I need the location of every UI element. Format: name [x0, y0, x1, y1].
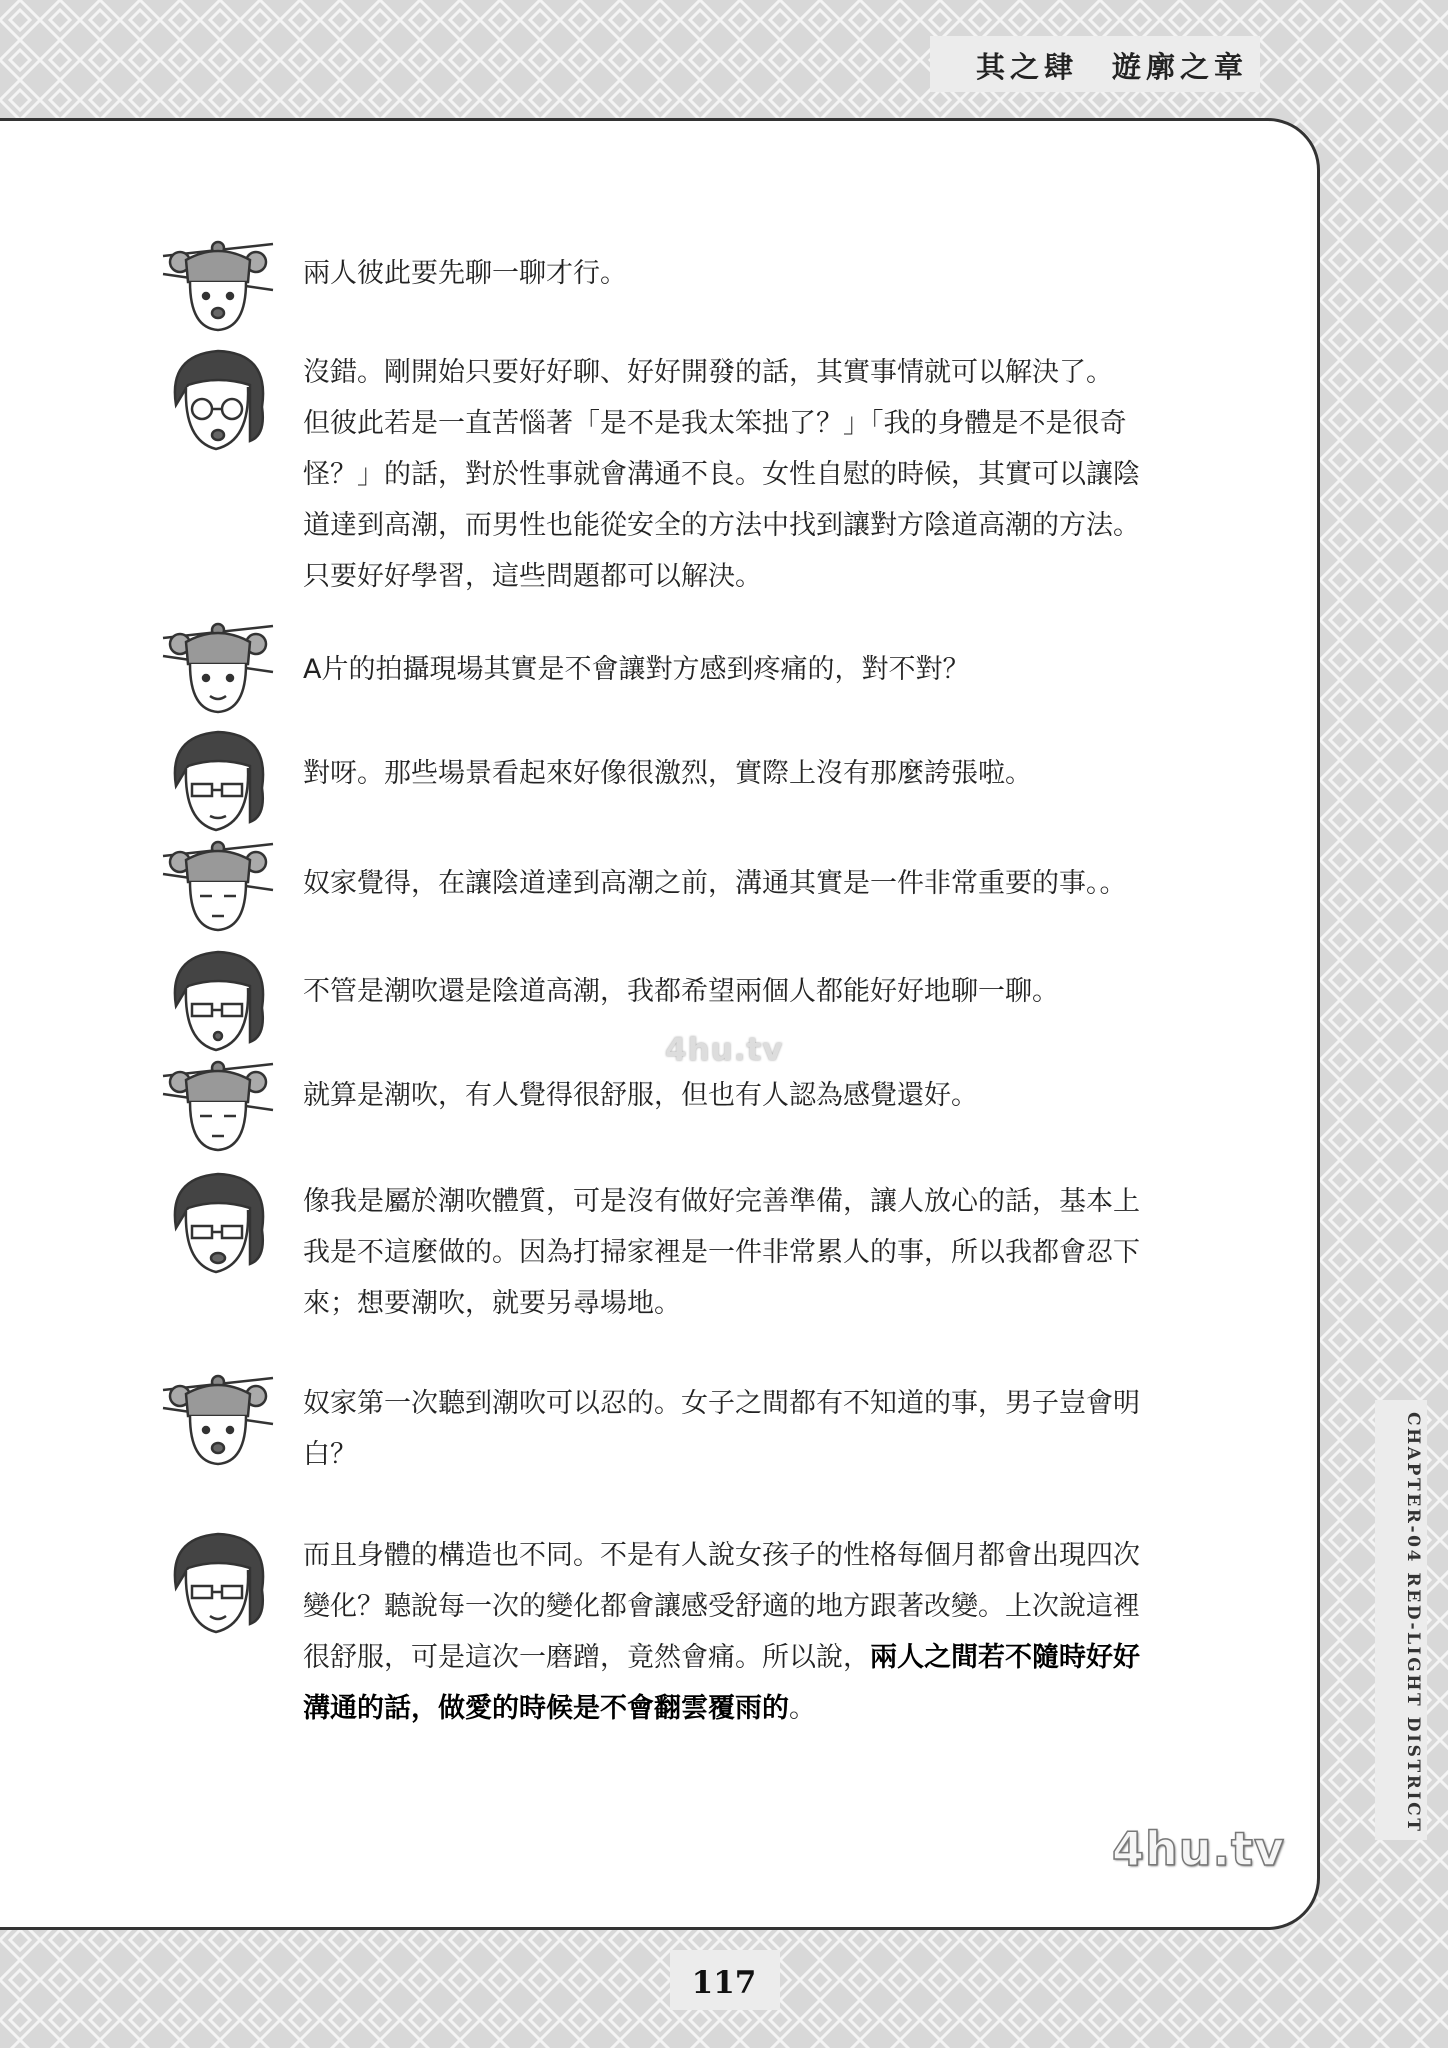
dialogue-text: [303, 347, 1403, 602]
text-line: 只要好好學習，這些問題都可以解決。: [303, 561, 762, 592]
woman-with-glasses-avatar-icon: [158, 726, 278, 836]
text-line: 怪？」的話，對於性事就會溝通不良。女性自慰的時候，其實可以讓陰: [303, 459, 1140, 490]
dialogue-text: [303, 1378, 1403, 1480]
dialogue-text: [303, 966, 1403, 1017]
text-line: A片的拍攝現場其實是不會讓對方感到疼痛的，對不對？: [303, 654, 970, 685]
emphasis-text: 兩人之間若不隨時好好: [870, 1642, 1140, 1673]
text-line: 而且身體的構造也不同。不是有人說女孩子的性格每個月都會出現四次: [303, 1540, 1140, 1571]
dialogue-text: [303, 748, 1403, 799]
woman-with-glasses-avatar-icon: [158, 345, 278, 455]
text-line: 就算是潮吹，有人覺得很舒服，但也有人認為感覺還好。: [303, 1080, 978, 1111]
text-line: 白？: [303, 1439, 357, 1470]
woman-with-glasses-avatar-icon: [158, 946, 278, 1056]
dialogue-text: [303, 1070, 1403, 1121]
dialogue-text: [303, 248, 1403, 299]
text-line: 來；想要潮吹，就要另尋場地。: [303, 1288, 681, 1319]
text-segment: 。: [789, 1693, 816, 1724]
courtesan-avatar-icon: [158, 238, 278, 338]
text-line: 對呀。那些場景看起來好像很激烈，實際上沒有那麼誇張啦。: [303, 758, 1032, 789]
text-line: 奴家覺得，在讓陰道達到高潮之前，溝通其實是一件非常重要的事。。: [303, 868, 1127, 899]
text-segment: 很舒服，可是這次一磨蹭，竟然會痛。所以說，: [303, 1642, 870, 1673]
text-line: 像我是屬於潮吹體質，可是沒有做好完善準備，讓人放心的話，基本上: [303, 1186, 1140, 1217]
emphasis-text: 溝通的話，做愛的時候是不會翻雲覆雨的: [303, 1693, 789, 1724]
text-line: 變化？聽說每一次的變化都會讓感受舒適的地方跟著改變。上次說這裡: [303, 1591, 1140, 1622]
text-line: [303, 1632, 1403, 1683]
dialogue-text: [303, 858, 1403, 909]
text-line: 我是不這麼做的。因為打掃家裡是一件非常累人的事，所以我都會忍下: [303, 1237, 1140, 1268]
woman-with-glasses-avatar-icon: [158, 1528, 278, 1638]
page-number: 117: [691, 1965, 757, 2001]
text-line: 不管是潮吹還是陰道高潮，我都希望兩個人都能好好地聊一聊。: [303, 976, 1059, 1007]
text-line: 奴家第一次聽到潮吹可以忍的。女子之間都有不知道的事，男子豈會明: [303, 1388, 1140, 1419]
text-line: 道達到高潮，而男性也能從安全的方法中找到讓對方陰道高潮的方法。: [303, 510, 1140, 541]
woman-with-glasses-avatar-icon: [158, 1168, 278, 1278]
text-line: 但彼此若是一直苦惱著「是不是我太笨拙了？」「我的身體是不是很奇: [303, 408, 1127, 439]
courtesan-avatar-icon: [158, 1372, 278, 1472]
watermark: 4hu.tv: [665, 1032, 784, 1068]
dialogue-text: [303, 1530, 1403, 1734]
courtesan-avatar-icon: [158, 1058, 278, 1158]
courtesan-avatar-icon: [158, 620, 278, 720]
watermark: 4hu.tv: [1112, 1822, 1285, 1876]
text-line: 沒錯。剛開始只要好好聊、好好開發的話，其實事情就可以解決了。: [303, 357, 1113, 388]
courtesan-avatar-icon: [158, 838, 278, 938]
text-line: [303, 1683, 1403, 1734]
chapter-side-label: CHAPTER-04 RED-LIGHT DISTRICT: [1403, 1412, 1423, 1834]
chapter-header: 其之肆 遊廓之章: [975, 50, 1248, 84]
text-line: 兩人彼此要先聊一聊才行。: [303, 258, 627, 289]
dialogue-text: [303, 1176, 1403, 1329]
dialogue-text: [303, 644, 1403, 695]
